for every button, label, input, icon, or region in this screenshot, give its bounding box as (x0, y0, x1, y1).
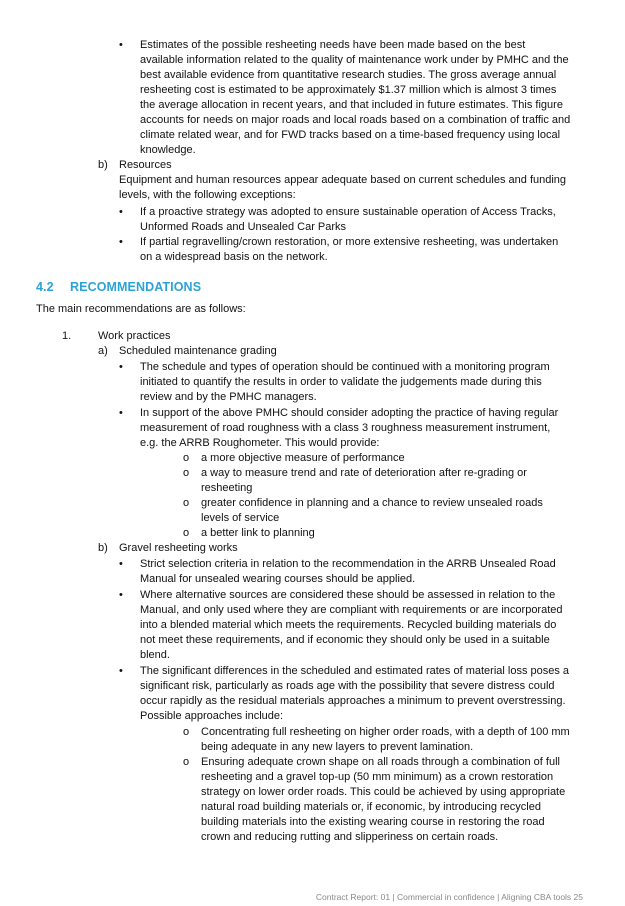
text-line: Unformed Roads and Unsealed Car Parks (140, 221, 347, 233)
work-practices-label: Work practices (98, 330, 171, 342)
text-line: a way to measure trend and rate of deterioration after re-grading or (201, 467, 527, 479)
gravel-label: Gravel resheeting works (119, 542, 238, 554)
text-line: levels of service (201, 512, 280, 524)
text-line: occur rapidly as the residual materials approaches a minimum to prevent overstressing. (140, 695, 566, 707)
list-marker: b) (98, 542, 108, 554)
bullet-icon: • (119, 407, 123, 419)
text-line: significant risk, particularly as roads age with the possibility that severe distress could (140, 680, 555, 692)
text-line: a more objective measure of performance (201, 452, 405, 464)
bullet-icon: • (119, 39, 123, 51)
text-line: resheeting and a gravel top-up (50 mm minimum) as a crown restoration (201, 771, 554, 783)
text-line: If a proactive strategy was adopted to ensure sustainable operation of Access Tracks, (140, 206, 556, 218)
bullet-icon: • (119, 361, 123, 373)
page-footer: Contract Report: 01 | Commercial in confidence | Aligning CBA tools 25 (315, 892, 583, 902)
text-line: Equipment and human resources appear adequate based on current schedules and funding (119, 174, 567, 186)
text-line: The significant differences in the scheduled and estimated rates of material loss poses a (140, 665, 570, 677)
bullet-icon: • (119, 589, 123, 601)
text-line: crown and reducing rutting and slipperiness on certain roads. (201, 831, 499, 843)
resources-label: Resources (119, 159, 172, 171)
bullet-icon: • (119, 206, 123, 218)
bullet-icon: • (119, 236, 123, 248)
circle-bullet-icon: o (183, 726, 190, 738)
circle-bullet-icon: o (183, 452, 190, 464)
text-line: In support of the above PMHC should consider adopting the practice of having regular (140, 407, 559, 419)
section-heading (36, 280, 201, 294)
text-line: initiated to quantify the results in order to validate the judgements made during this (140, 376, 542, 388)
text-line: natural road building materials or, if economic, by introducing recycled (201, 801, 541, 813)
text-line: building materials into the existing wearing course in restoring the road (201, 816, 545, 828)
bullet-icon: • (119, 558, 123, 570)
text-line: If partial regravelling/crown restoration, or more extensive resheeting, was undertaken (140, 236, 559, 248)
text-line: a better link to planning (201, 527, 315, 539)
text-line: greater confidence in planning and a chance to review unsealed roads (201, 497, 543, 509)
text-line: available information related to the quality of maintenance work under by PMHC and the (140, 54, 569, 66)
text-line: Manual for unsealed wearing courses should be applied. (140, 573, 416, 585)
grading-label: Scheduled maintenance grading (119, 345, 277, 357)
text-line: Manual, and only used where they are compliant with requirements or are incorporated (140, 604, 563, 616)
text-line: best available evidence from quantitative research studies. The gross average annual (140, 69, 557, 81)
text-line: on a widespread basis on the network. (140, 251, 328, 263)
text-line: accounts for needs on major roads and local roads based on a combination of traffic and (140, 114, 571, 126)
circle-bullet-icon: o (183, 497, 190, 509)
bullet-icon: • (119, 665, 123, 677)
text-line: Ensuring adequate crown shape on all roads through a combination of full (201, 756, 560, 768)
text-line: resheeting cost is estimated to be approximately $1.37 million which is almost 3 times (140, 84, 557, 96)
text-line: e.g. the ARRB Roughometer. This would provide: (140, 437, 380, 449)
list-marker: b) (98, 159, 108, 171)
text-line: Where alternative sources are considered these should be assessed in relation to the (140, 589, 556, 601)
text-line: The schedule and types of operation should be continued with a monitoring program (140, 361, 550, 373)
text-line: being adequate in any new layers to prevent lamination. (201, 741, 474, 753)
circle-bullet-icon: o (183, 527, 190, 539)
section-number: 4.2 (36, 280, 54, 294)
list-number: 1. (62, 330, 72, 342)
text-line: review and by the PMHC managers. (140, 391, 317, 403)
intro-text: The main recommendations are as follows: (36, 303, 246, 315)
text-line: measurement of road roughness with a class 3 roughness measurement instrument, (140, 422, 551, 434)
text-line: levels, with the following exceptions: (119, 189, 296, 201)
text-line: the average allocation in recent years, and that included in future estimates. This figure (140, 99, 563, 111)
text-line: into a blended material which meets the requirements. Recycled building materials do (140, 619, 557, 631)
text-line: strategy on lower order roads. This could be achieved by using appropriate (201, 786, 566, 798)
text-line: climate related wear, and for FWD tracks based on a time-based frequency using local (140, 129, 561, 141)
list-marker: a) (98, 345, 108, 357)
text-line: Possible approaches include: (140, 710, 284, 722)
circle-bullet-icon: o (183, 467, 190, 479)
text-line: resheeting (201, 482, 253, 494)
text-line: knowledge. (140, 144, 196, 156)
text-line: Strict selection criteria in relation to the recommendation in the ARRB Unsealed Road (140, 558, 556, 570)
circle-bullet-icon: o (183, 756, 190, 768)
text-line: Estimates of the possible resheeting needs have been made based on the best (140, 39, 526, 51)
text-line: Concentrating full resheeting on higher order roads, with a depth of 100 mm (201, 726, 570, 738)
section-title: RECOMMENDATIONS (70, 280, 202, 294)
text-line: not meet these requirements, and if economic they should only be used in a suitable (140, 634, 550, 646)
text-line: blend. (140, 649, 170, 661)
